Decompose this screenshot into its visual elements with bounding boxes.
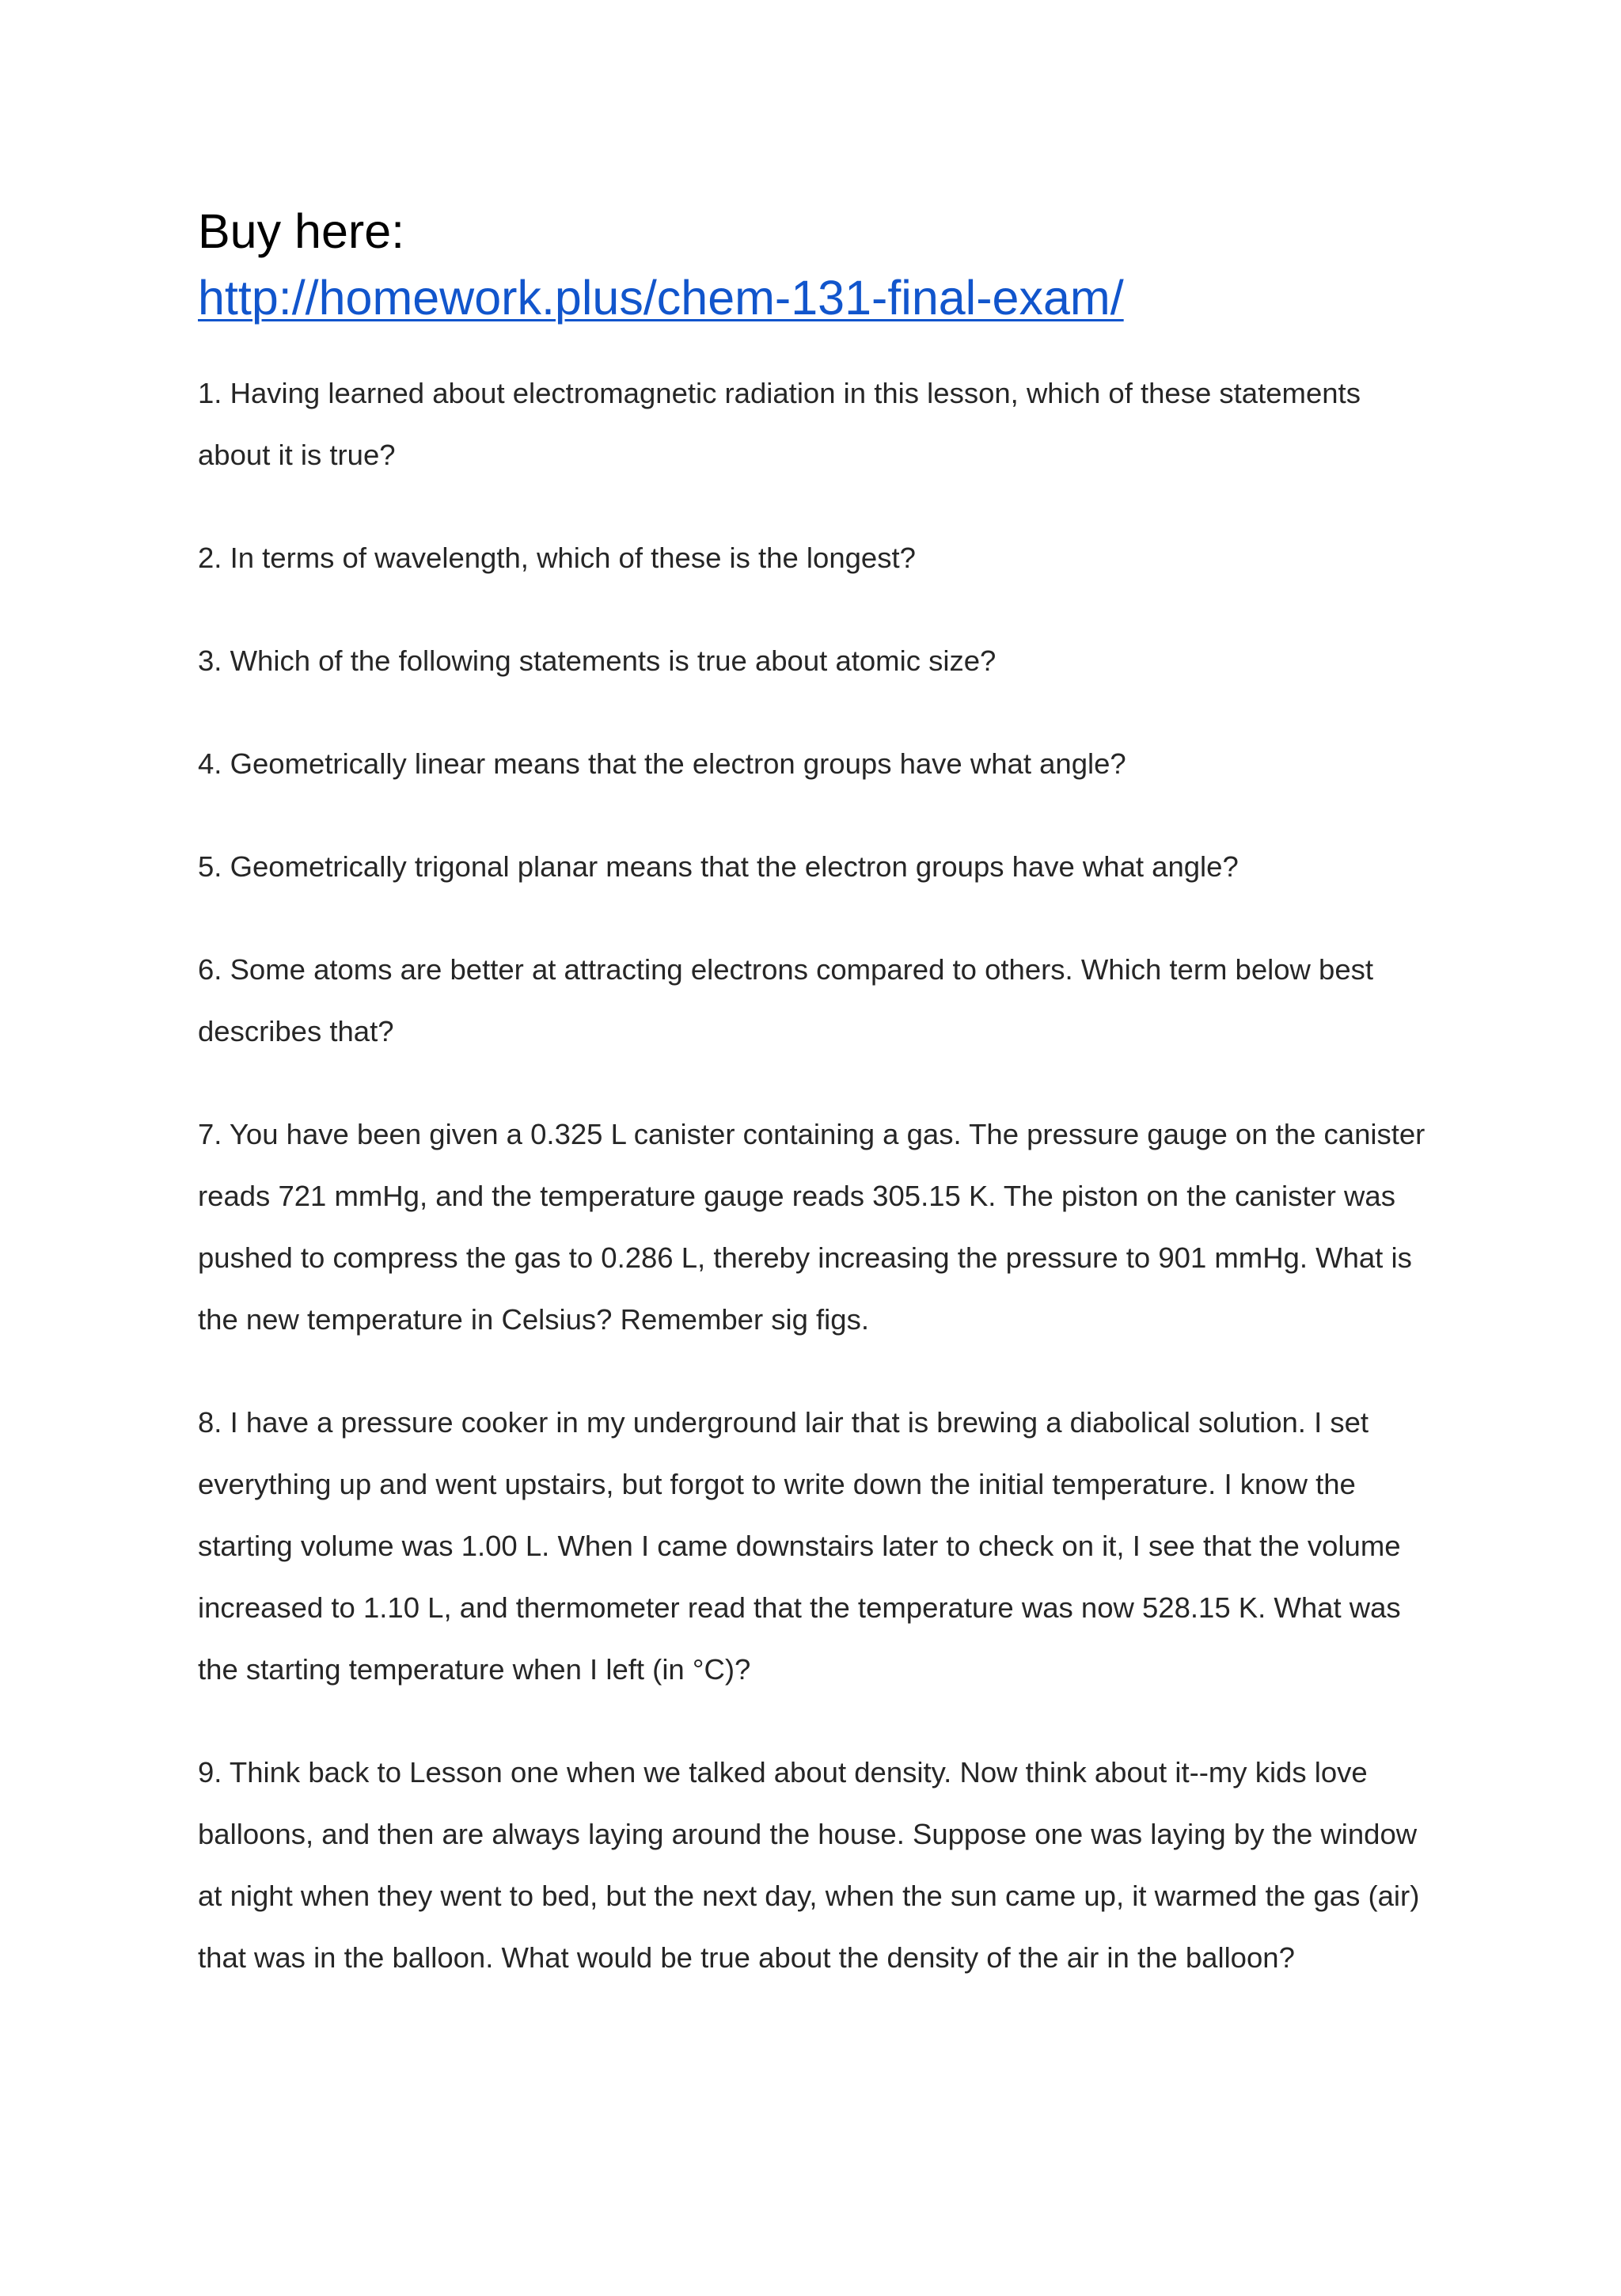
question-1: 1. Having learned about electromagnetic radiation in this lesson, which of these statements about it is true? <box>198 377 1361 471</box>
question-6: 6. Some atoms are better at attracting electrons compared to others. Which term below best describes that? <box>198 953 1374 1047</box>
question-9: 9. Think back to Lesson one when we talked about density. Now think about it--my kids love balloons, and then are always laying around the house. Suppose one was laying by the window at night when they went to bed, but the next day, when the sun came up, it warmed the gas (air) that was in the balloon. What would be true about the density of the air in the balloon? <box>198 1756 1420 1974</box>
page-title <box>198 198 1433 331</box>
question-2: 2. In terms of wavelength, which of these is the longest? <box>198 542 916 574</box>
question-7: 7. You have been given a 0.325 L canister containing a gas. The pressure gauge on the canister reads 721 mmHg, and the temperature gauge reads 305.15 K. The piston on the canister was pushed to compress the gas to 0.286 L, thereby increasing the pressure to 901 mmHg. What is the new temperature in Celsius? Remember sig figs. <box>198 1118 1425 1336</box>
question-list <box>198 363 1433 1989</box>
purchase-link[interactable]: http://homework.plus/chem-131-final-exam/ <box>198 271 1124 325</box>
question-4: 4. Geometrically linear means that the electron groups have what angle? <box>198 747 1126 780</box>
question-3: 3. Which of the following statements is true about atomic size? <box>198 644 997 677</box>
question-5: 5. Geometrically trigonal planar means that the electron groups have what angle? <box>198 850 1239 883</box>
document-page <box>198 198 1433 2030</box>
question-8: 8. I have a pressure cooker in my underground lair that is brewing a diabolical solution. I set everything up and went upstairs, but forgot to write down the initial temperature. I know the starting volume was 1.00 L. When I came downstairs later to check on it, I see that the volume increased to 1.10 L, and thermometer read that the temperature was now 528.15 K. What was the starting temperature when I left (in °C)? <box>198 1406 1401 1686</box>
buy-here-label: Buy here: <box>198 204 405 258</box>
